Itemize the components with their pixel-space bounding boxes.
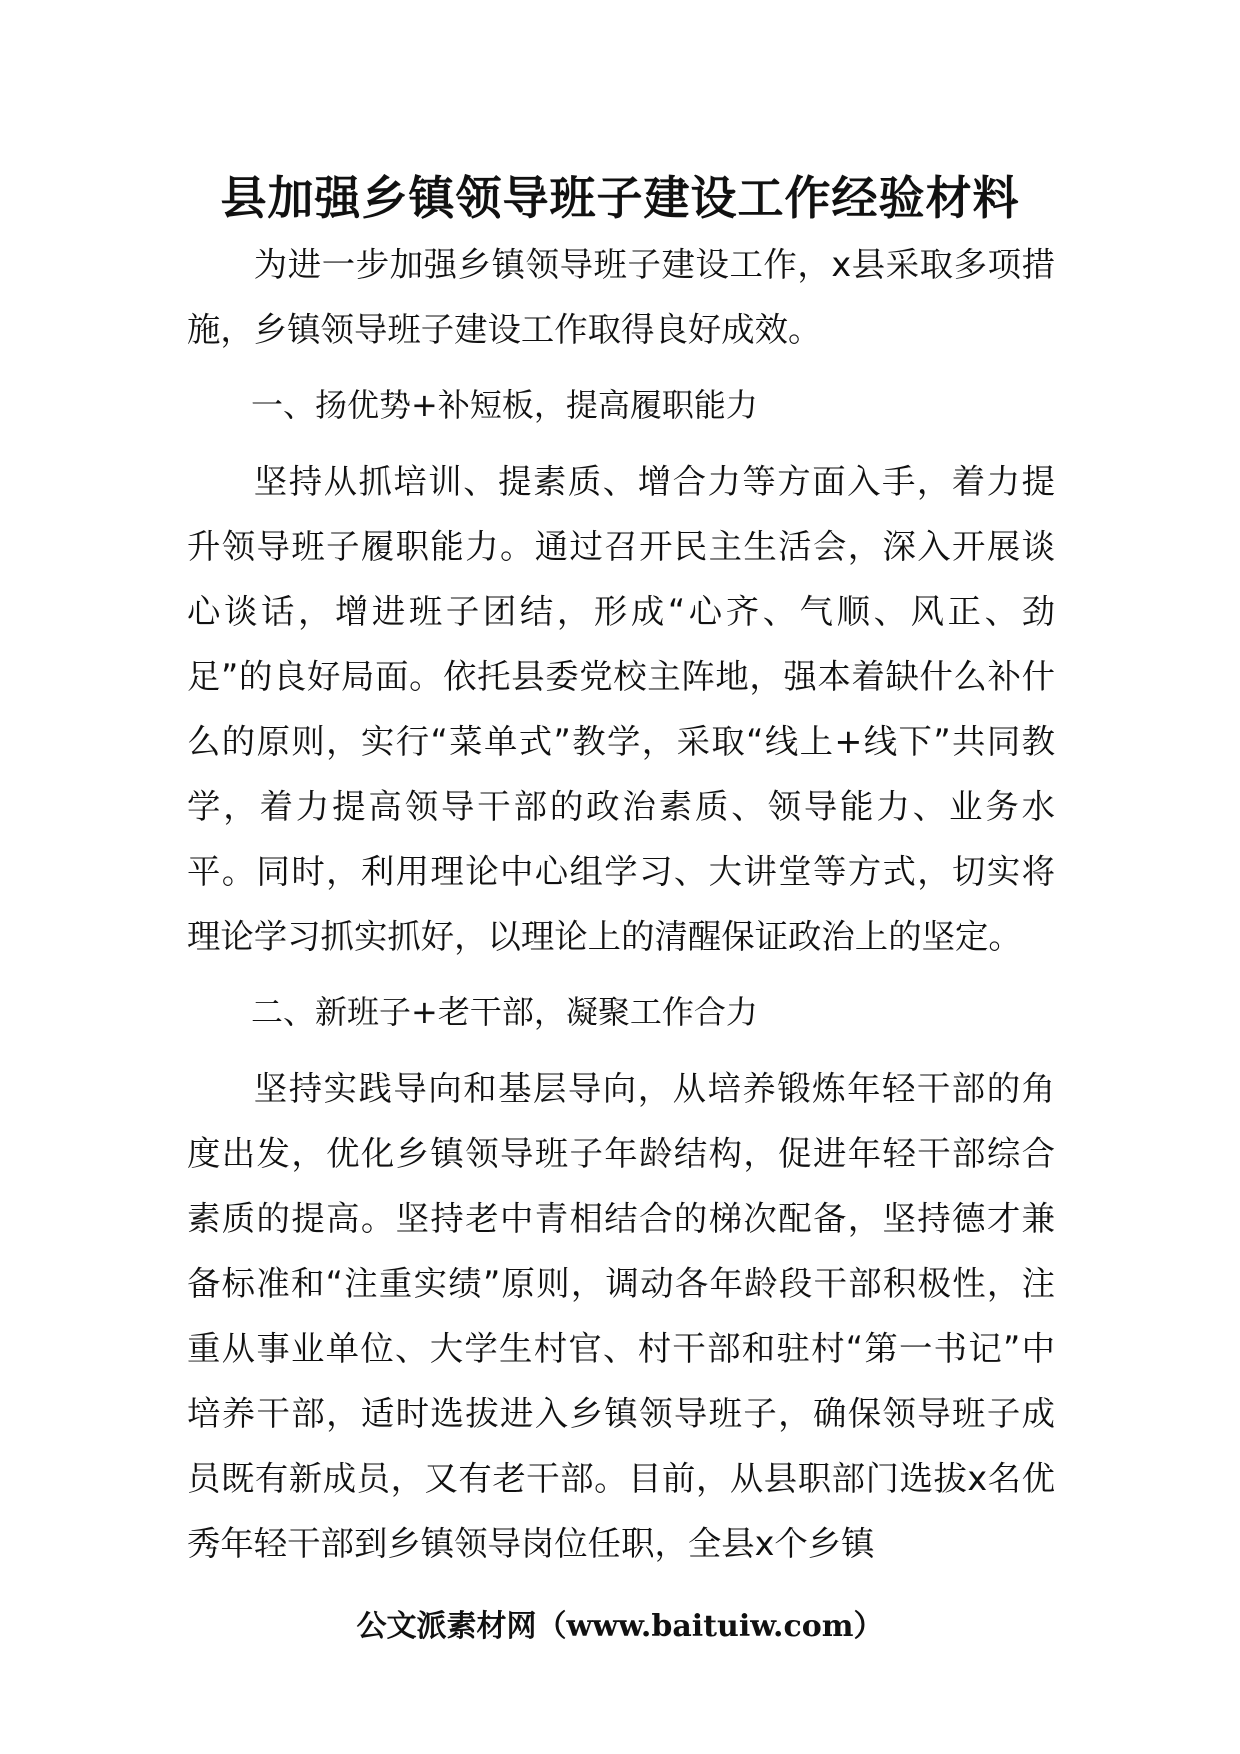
document-title: 县加强乡镇领导班子建设工作经验材料 bbox=[220, 171, 1020, 225]
intro-paragraph: 为进一步加强乡镇领导班子建设工作，x县采取多项措施，乡镇领导班子建设工作取得良好成效。 bbox=[187, 245, 1055, 349]
footer-watermark-text: 公文派素材网（www.baituiw.com） bbox=[356, 1609, 884, 1644]
section-1-paragraph: 坚持从抓培训、提素质、增合力等方面入手，着力提升领导班子履职能力。通过召开民主生活会，深入开展谈心谈话，增进班子团结，形成“心齐、气顺、风正、劲足”的良好局面。依托县委党校主阵地，强本着缺什么补什么的原则，实行“菜单式”教学，采取“线上+线下”共同教学，着力提高领导干部的政治素质、领导能力、业务水平。同时，利用理论中心组学习、大讲堂等方式，切实将理论学习抓实抓好，以理论上的清醒保证政治上的坚定。 bbox=[187, 462, 1055, 956]
section-2-heading: 二、新班子+老干部，凝聚工作合力 bbox=[251, 993, 758, 1031]
section-1-heading: 一、扬优势+补短板，提高履职能力 bbox=[251, 386, 758, 424]
document-body bbox=[187, 232, 1055, 1576]
section-2-paragraph: 坚持实践导向和基层导向，从培养锻炼年轻干部的角度出发，优化乡镇领导班子年龄结构，促进年轻干部综合素质的提高。坚持老中青相结合的梯次配备，坚持德才兼备标准和“注重实绩”原则，调动各年龄段干部积极性，注重从事业单位、大学生村官、村干部和驻村“第一书记”中培养干部，适时选拔进入乡镇领导班子，确保领导班子成员既有新成员，又有老干部。目前，从县职部门选拔x名优秀年轻干部到乡镇领导岗位任职，全县x个乡镇 bbox=[187, 1069, 1055, 1563]
